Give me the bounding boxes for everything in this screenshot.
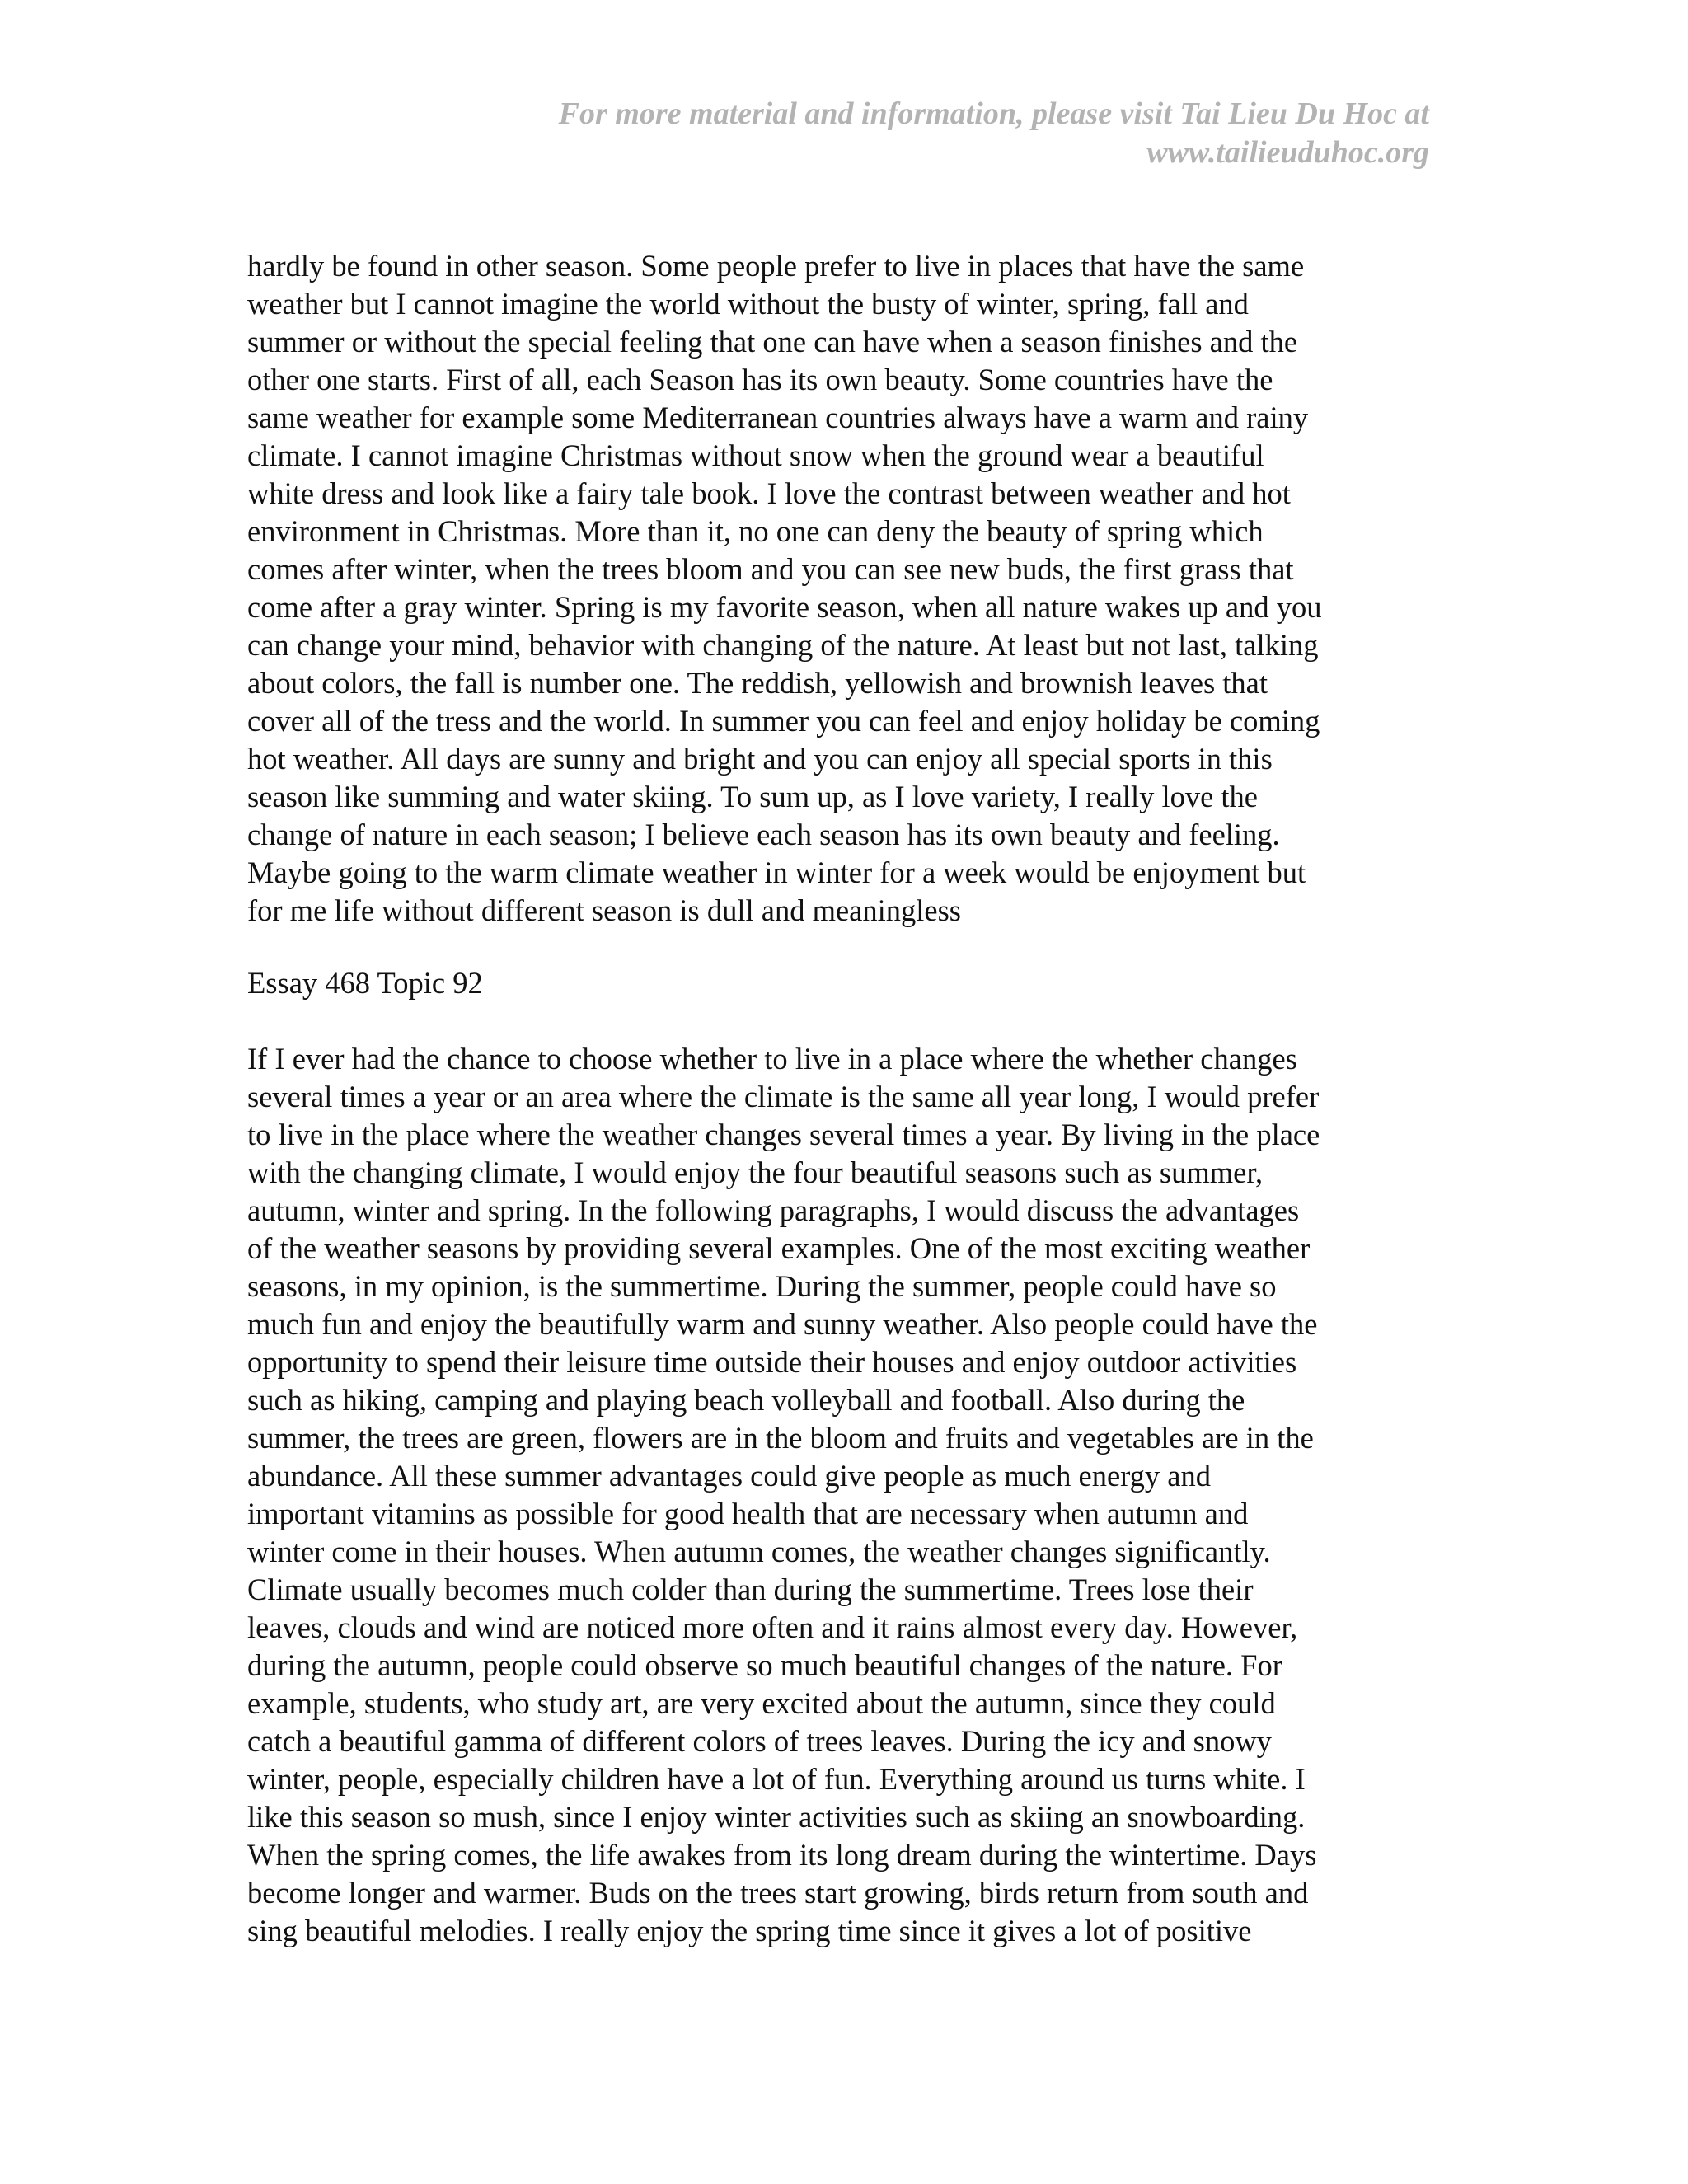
text-line: change of nature in each season; I believe each season has its own beauty and feeling. [247, 818, 1280, 851]
text-line: such as hiking, camping and playing beach volleyball and football. Also during the [247, 1383, 1245, 1417]
continuation-paragraph [247, 247, 1434, 930]
text-line: other one starts. First of all, each Season has its own beauty. Some countries have the [247, 363, 1273, 396]
text-line: can change your mind, behavior with changing of the nature. At least but not last, talking [247, 628, 1319, 662]
text-line: opportunity to spend their leisure time outside their houses and enjoy outdoor activities [247, 1345, 1297, 1379]
text-line: weather but I cannot imagine the world without the busty of winter, spring, fall and [247, 287, 1249, 321]
text-line: When the spring comes, the life awakes from its long dream during the wintertime. Days [247, 1838, 1317, 1872]
text-line: If I ever had the chance to choose whether to live in a place where the whether changes [247, 1042, 1297, 1076]
text-line: hardly be found in other season. Some people prefer to live in places that have the same [247, 249, 1305, 283]
text-line: same weather for example some Mediterranean countries always have a warm and rainy [247, 401, 1309, 434]
text-line: Climate usually becomes much colder than during the summertime. Trees lose their [247, 1572, 1254, 1606]
essay-heading: Essay 468 Topic 92 [247, 966, 483, 1000]
text-line: important vitamins as possible for good health that are necessary when autumn and [247, 1497, 1249, 1530]
text-line: with the changing climate, I would enjoy the four beautiful seasons such as summer, [247, 1155, 1264, 1189]
text-line: several times a year or an area where the climate is the same all year long, I would prefer [247, 1080, 1320, 1113]
text-line: winter come in their houses. When autumn comes, the weather changes significantly. [247, 1535, 1271, 1568]
text-line: example, students, who study art, are very excited about the autumn, since they could [247, 1686, 1276, 1720]
text-line: catch a beautiful gamma of different colors of trees leaves. During the icy and snowy [247, 1724, 1272, 1758]
text-line: white dress and look like a fairy tale book. I love the contrast between weather and hot [247, 476, 1291, 510]
text-line: climate. I cannot imagine Christmas without snow when the ground wear a beautiful [247, 438, 1264, 472]
text-line: seasons, in my opinion, is the summertime. During the summer, people could have so [247, 1269, 1277, 1303]
text-line: leaves, clouds and wind are noticed more often and it rains almost every day. However, [247, 1610, 1298, 1644]
text-line: to live in the place where the weather changes several times a year. By living in the place [247, 1118, 1320, 1151]
text-line: abundance. All these summer advantages could give people as much energy and [247, 1459, 1211, 1493]
essay-paragraph [247, 1040, 1434, 1950]
text-line: like this season so mush, since I enjoy winter activities such as skiing an snowboarding. [247, 1800, 1306, 1834]
text-line: summer, the trees are green, flowers are in the bloom and fruits and vegetables are in the [247, 1421, 1314, 1455]
text-line: of the weather seasons by providing several examples. One of the most exciting weather [247, 1231, 1311, 1265]
text-line: much fun and enjoy the beautifully warm and sunny weather. Also people could have the [247, 1307, 1318, 1341]
text-line: Maybe going to the warm climate weather in winter for a week would be enjoyment but [247, 855, 1306, 889]
text-line: become longer and warmer. Buds on the trees start growing, birds return from south and [247, 1876, 1309, 1910]
text-line: for me life without different season is dull and meaningless [247, 893, 962, 927]
text-line: about colors, the fall is number one. The reddish, yellowish and brownish leaves that [247, 666, 1268, 700]
header-note-line-2: www.tailieuduhoc.org [1146, 135, 1429, 170]
text-line: environment in Christmas. More than it, no one can deny the beauty of spring which [247, 514, 1264, 548]
text-line: comes after winter, when the trees bloom and you can see new buds, the first grass that [247, 552, 1294, 586]
text-line: sing beautiful melodies. I really enjoy the spring time since it gives a lot of positive [247, 1914, 1252, 1947]
text-line: cover all of the tress and the world. In summer you can feel and enjoy holiday be coming [247, 704, 1320, 738]
text-line: during the autumn, people could observe so much beautiful changes of the nature. For [247, 1648, 1282, 1682]
text-line: come after a gray winter. Spring is my favorite season, when all nature wakes up and you [247, 590, 1322, 624]
header-note [440, 95, 1429, 172]
text-line: summer or without the special feeling that one can have when a season finishes and the [247, 325, 1298, 359]
header-note-line-1: For more material and information, please visit Tai Lieu Du Hoc at [558, 96, 1429, 131]
text-line: hot weather. All days are sunny and bright and you can enjoy all special sports in this [247, 742, 1273, 776]
text-line: winter, people, especially children have a lot of fun. Everything around us turns white. I [247, 1762, 1306, 1796]
text-line: autumn, winter and spring. In the following paragraphs, I would discuss the advantages [247, 1193, 1300, 1227]
text-line: season like summing and water skiing. To sum up, as I love variety, I really love the [247, 780, 1259, 813]
